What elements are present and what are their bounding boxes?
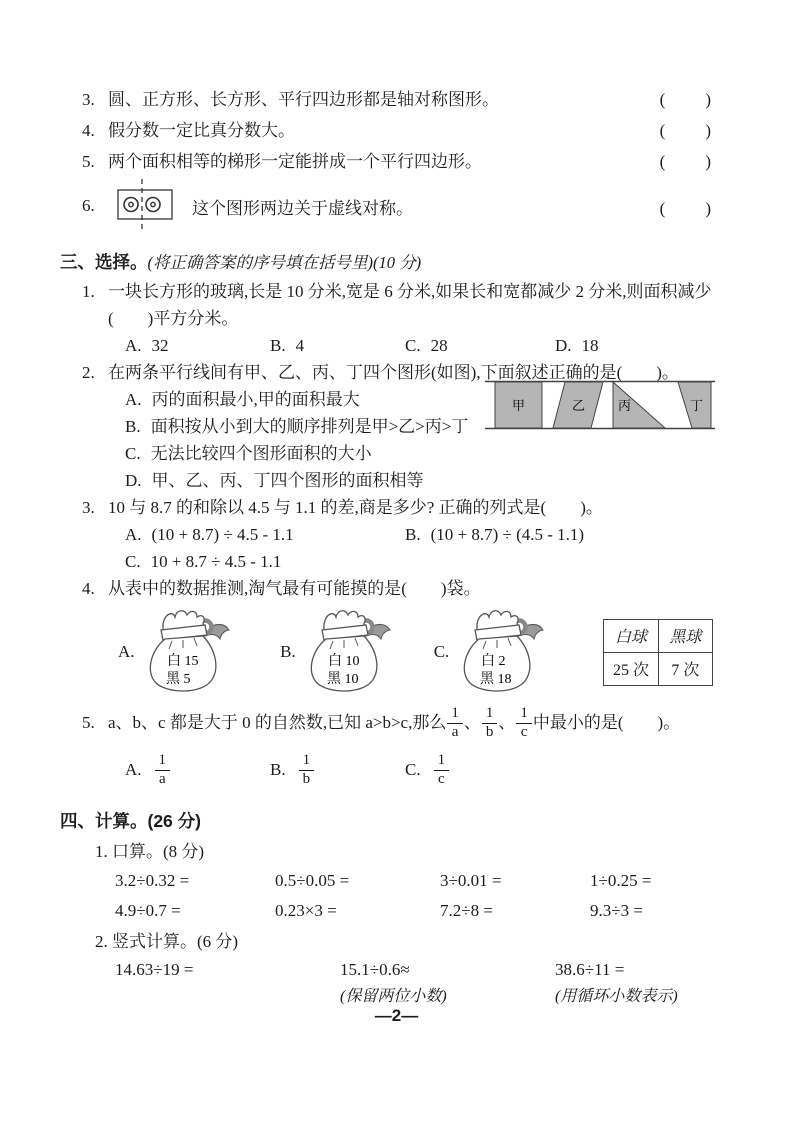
option-a: A. 32 — [125, 336, 169, 355]
page-number: —2— — [374, 1006, 419, 1025]
answer-paren: ( ) — [659, 198, 713, 218]
choice-q5 — [60, 700, 713, 792]
question-text: 圆、正方形、长方形、平行四边形都是轴对称图形。 — [108, 90, 499, 109]
bag-white-count: 白 10 — [327, 653, 360, 669]
question-text-line2: ( )平方分米。 — [108, 309, 239, 328]
oral-expression: 7.2÷8 = — [440, 901, 493, 920]
table-value-black: 7 次 — [658, 652, 712, 685]
oral-expression: 1÷0.25 = — [590, 871, 652, 890]
fraction-1c: $\frac{1}{c}$ — [434, 753, 450, 788]
question-text-post: 中最小的是( )。 — [532, 713, 681, 732]
oral-expression: 0.23×3 = — [275, 901, 337, 920]
choice-q2 — [60, 359, 713, 494]
question-number: 5. — [82, 152, 95, 171]
vertical-expression: 14.63÷19 = — [115, 960, 194, 979]
bag-option-c — [434, 606, 546, 699]
choice-q3 — [60, 494, 713, 575]
judge-item-4 — [60, 115, 713, 146]
question-number: 1. — [82, 282, 95, 301]
oral-expression: 3÷0.01 = — [440, 871, 502, 890]
table-value-row — [604, 652, 713, 685]
bag-black-count: 黑 18 — [480, 671, 512, 687]
question-text-pre: a、b、c 都是大于 0 的自然数,已知 a>b>c,那么 — [108, 713, 447, 732]
judge-item-3 — [60, 84, 713, 115]
oral-row-2 — [60, 896, 713, 926]
option-label: B. — [280, 642, 296, 661]
vertical-note: (保留两位小数) — [340, 988, 447, 1005]
oral-expression: 4.9÷0.7 = — [115, 901, 181, 920]
option-a: A. (10 + 8.7) ÷ 4.5 - 1.1 — [125, 525, 294, 544]
oral-expression: 0.5÷0.05 = — [275, 871, 350, 890]
choice-q1 — [60, 278, 713, 359]
option-b: B. (10 + 8.7) ÷ (4.5 - 1.1) — [405, 525, 585, 544]
bags-row — [60, 604, 713, 700]
fraction-1a: $\frac{1}{a}$ — [155, 753, 171, 788]
option-b: B. 4 — [270, 336, 305, 355]
option-c: C. 10 + 8.7 ÷ 4.5 - 1.1 — [125, 552, 282, 571]
separator: 、 — [463, 713, 481, 732]
option-c: C. 无法比较四个图形面积的大小 — [125, 444, 372, 463]
fraction-1b: $\frac{1}{b}$ — [299, 753, 315, 788]
question-text: 一块长方形的玻璃,长是 10 分米,宽是 6 分米,如果长和宽都减少 2 分米,则面积减少 — [108, 282, 712, 301]
bag-option-a — [118, 606, 231, 699]
question-number: 4. — [82, 121, 95, 140]
option-d: D. 18 — [555, 336, 599, 355]
oral-row-1 — [60, 866, 713, 896]
bag-white-count: 白 15 — [166, 653, 199, 669]
table-header-black: 黑球 — [658, 619, 712, 652]
option-b: B. $\frac{1}{b}$ — [270, 753, 405, 788]
option-b: B. 面积按从小到大的顺序排列是甲>乙>丙>丁 — [125, 417, 469, 436]
option-a: A. 丙的面积最小,甲的面积最大 — [125, 390, 360, 409]
shape-label: 甲 — [512, 398, 526, 413]
bag-black-count: 黑 10 — [326, 671, 359, 687]
section-points: (26 分) — [147, 811, 201, 831]
question-text: 10 与 8.7 的和除以 4.5 与 1.1 的差,商是多少? 正确的列式是( )。 — [108, 498, 603, 517]
q1-options — [60, 332, 713, 359]
symmetry-figure — [110, 177, 182, 236]
vertical-calc-title: 2. 竖式计算。(6 分) — [95, 932, 239, 951]
section-heading-calc — [60, 806, 713, 836]
question-number: 6. — [82, 196, 95, 215]
section-title: 四、计算。 — [60, 811, 148, 831]
table-value-white: 25 次 — [604, 652, 658, 685]
shape-label: 丙 — [618, 398, 632, 413]
answer-paren: ( ) — [659, 121, 713, 140]
option-d: D. 甲、乙、丙、丁四个图形的面积相等 — [125, 471, 424, 490]
shape-label: 丁 — [690, 398, 704, 413]
bag-option-b — [280, 606, 392, 699]
vertical-calc-block — [60, 928, 713, 1010]
question-number: 4. — [82, 579, 95, 598]
table-header-white: 白球 — [604, 619, 658, 652]
question-text: 假分数一定比真分数大。 — [108, 121, 295, 140]
option-label: A. — [118, 642, 135, 661]
bag-icon — [453, 606, 545, 699]
oral-calc-block — [60, 838, 713, 926]
oral-expression: 9.3÷3 = — [590, 901, 643, 920]
option-a: A. $\frac{1}{a}$ — [125, 753, 270, 788]
option-c: C. 28 — [405, 336, 448, 355]
section-title: 三、选择。 — [60, 252, 148, 272]
bag-icon — [139, 606, 231, 699]
judge-section — [60, 84, 713, 233]
choice-q4 — [60, 575, 713, 700]
vertical-expression: 15.1÷0.6≈ — [340, 960, 410, 979]
vertical-expression: 38.6÷11 = — [555, 960, 625, 979]
fraction-1c: $\frac{1}{c}$ — [516, 706, 532, 741]
judge-item-5 — [60, 146, 713, 177]
figure-box — [118, 190, 172, 219]
bag-white-count: 白 2 — [481, 653, 506, 669]
question-text: 从表中的数据推测,淘气最有可能摸的是( )袋。 — [108, 579, 481, 598]
vertical-note: (用循环小数表示) — [555, 988, 678, 1005]
separator: 、 — [498, 713, 516, 732]
question-text: 两个面积相等的梯形一定能拼成一个平行四边形。 — [108, 152, 482, 171]
fraction-1a: $\frac{1}{a}$ — [447, 706, 463, 741]
probability-table — [603, 619, 713, 686]
question-number: 3. — [82, 90, 95, 109]
option-c: C. $\frac{1}{c}$ — [405, 753, 450, 788]
fraction-1b: $\frac{1}{b}$ — [482, 706, 498, 741]
q5-options — [60, 748, 713, 792]
parallel-lines-figure — [485, 377, 715, 438]
bag-black-count: 黑 5 — [165, 671, 191, 687]
section-note: (将正确答案的序号填在括号里)(10 分) — [147, 253, 422, 272]
question-number: 3. — [82, 498, 95, 517]
q3-options-ab — [60, 521, 713, 548]
question-text: 在两条平行线间有甲、乙、丙、丁四个图形(如图),下面叙述正确的是( )。 — [108, 363, 679, 382]
question-text: 这个图形两边关于虚线对称。 — [192, 198, 413, 218]
option-label: C. — [433, 642, 450, 661]
answer-paren: ( ) — [659, 152, 713, 171]
section-heading-choice — [60, 247, 713, 278]
shape-label: 乙 — [572, 398, 586, 413]
question-number: 5. — [82, 713, 95, 732]
answer-paren: ( ) — [659, 90, 713, 109]
question-number: 2. — [82, 363, 95, 382]
vertical-expressions — [60, 956, 713, 983]
oral-expression: 3.2÷0.32 = — [115, 871, 190, 890]
table-header-row — [604, 619, 713, 652]
judge-item-6 — [60, 179, 713, 233]
bag-icon — [300, 606, 392, 699]
oral-calc-title: 1. 口算。(8 分) — [95, 842, 205, 861]
